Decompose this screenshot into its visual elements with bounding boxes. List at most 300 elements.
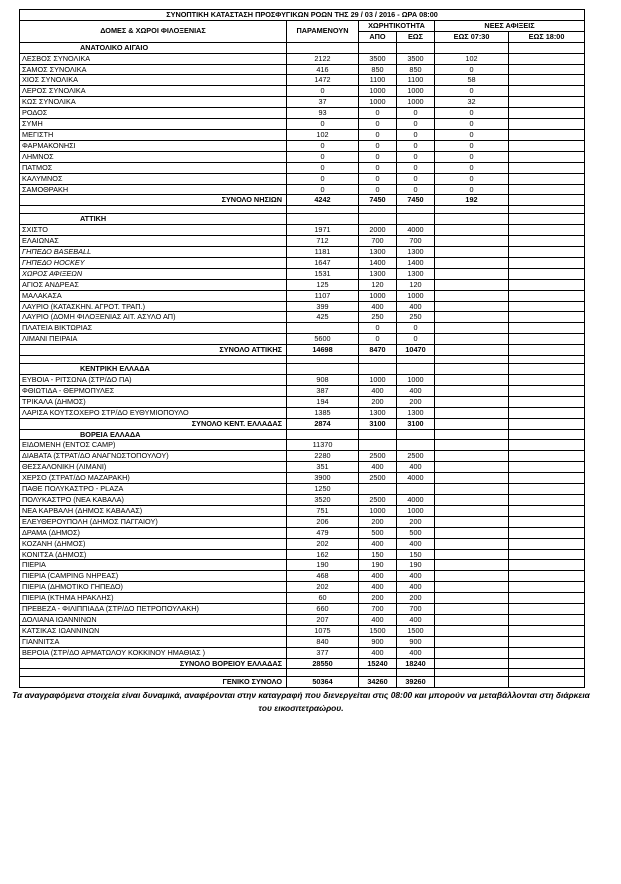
value-remain: 751 — [287, 505, 359, 516]
value-remain: 908 — [287, 375, 359, 386]
value-from: 700 — [359, 236, 397, 247]
facility-name: ΠΑΘΕ ΠΟΛΥΚΑΣΤΡΟ - PLAZA — [20, 484, 287, 495]
value-a0730 — [435, 636, 509, 647]
value-to: 1000 — [397, 505, 435, 516]
value-from: 34260 — [359, 677, 397, 688]
value-a1800 — [509, 108, 585, 119]
empty-cell — [435, 429, 509, 440]
value-a1800 — [509, 494, 585, 505]
value-to: 1300 — [397, 407, 435, 418]
value-a0730: 0 — [435, 119, 509, 130]
facility-name: ΚΑΛΥΜΝΟΣ — [20, 173, 287, 184]
header-until-1800: ΕΩΣ 18:00 — [509, 31, 585, 42]
region-name: ΒΟΡΕΙΑ ΕΛΛΑΔΑ — [20, 429, 287, 440]
empty-cell — [509, 669, 585, 677]
value-a0730 — [435, 658, 509, 669]
value-remain: 194 — [287, 396, 359, 407]
value-to: 1400 — [397, 257, 435, 268]
value-to: 400 — [397, 647, 435, 658]
table-row — [20, 494, 585, 505]
value-a1800 — [509, 97, 585, 108]
facility-name: ΛΙΜΑΝΙ ΠΕΙΡΑΙΑ — [20, 334, 287, 345]
value-from: 250 — [359, 312, 397, 323]
value-remain: 3900 — [287, 473, 359, 484]
value-a1800 — [509, 247, 585, 258]
facility-name: ΣΥΝΟΛΟ ΝΗΣΙΩΝ — [20, 195, 287, 206]
value-from: 1000 — [359, 375, 397, 386]
value-remain: 416 — [287, 64, 359, 75]
empty-cell — [435, 364, 509, 375]
value-remain: 202 — [287, 538, 359, 549]
value-to — [397, 484, 435, 495]
value-a1800 — [509, 549, 585, 560]
value-to: 0 — [397, 151, 435, 162]
empty-cell — [435, 214, 509, 225]
value-a0730 — [435, 247, 509, 258]
value-a1800 — [509, 323, 585, 334]
header-structures: ΔΟΜΕΣ & ΧΩΡΟΙ ΦΙΛΟΞΕΝΙΑΣ — [20, 20, 287, 42]
value-a0730 — [435, 538, 509, 549]
value-a0730 — [435, 462, 509, 473]
value-a1800 — [509, 345, 585, 356]
value-from: 0 — [359, 323, 397, 334]
value-to: 1000 — [397, 97, 435, 108]
value-remain: 712 — [287, 236, 359, 247]
region-name: ΑΤΤΙΚΗ — [20, 214, 287, 225]
table-row — [20, 473, 585, 484]
facility-name: ΠΑΤΜΟΣ — [20, 162, 287, 173]
value-remain: 0 — [287, 173, 359, 184]
region-header-row — [20, 42, 585, 53]
value-from: 0 — [359, 108, 397, 119]
empty-cell — [359, 669, 397, 677]
value-remain: 28550 — [287, 658, 359, 669]
table-row — [20, 64, 585, 75]
value-a0730 — [435, 614, 509, 625]
value-a0730: 0 — [435, 64, 509, 75]
value-to: 400 — [397, 571, 435, 582]
value-a0730: 0 — [435, 162, 509, 173]
facility-name: ΛΑΥΡΙΟ (ΔΟΜΗ ΦΙΛΟΞΕΝΙΑΣ ΑΙΤ. ΑΣΥΛΟ ΑΠ) — [20, 312, 287, 323]
value-from: 1300 — [359, 247, 397, 258]
empty-cell — [287, 364, 359, 375]
facility-name: ΠΙΕΡΙΑ (ΔΗΜΟΤΙΚΟ ΓΗΠΕΔΟ) — [20, 582, 287, 593]
header-capacity: ΧΩΡΗΤΙΚΟΤΗΤΑ — [359, 20, 435, 31]
section-total-row — [20, 345, 585, 356]
value-a1800 — [509, 593, 585, 604]
empty-cell — [509, 214, 585, 225]
value-remain: 468 — [287, 571, 359, 582]
empty-cell — [287, 206, 359, 214]
value-to: 0 — [397, 162, 435, 173]
empty-cell — [359, 206, 397, 214]
facility-name: ΒΕΡΟΙΑ (ΣΤΡ/ΔΟ ΑΡΜΑΤΩΛΟΥ ΚΟΚΚΙΝΟΥ ΗΜΑΘΙΑΣ ) — [20, 647, 287, 658]
value-remain: 0 — [287, 86, 359, 97]
facility-name: ΓΙΑΝΝΙΤΣΑ — [20, 636, 287, 647]
value-remain: 479 — [287, 527, 359, 538]
empty-cell — [509, 429, 585, 440]
value-to: 150 — [397, 549, 435, 560]
section-total-row — [20, 658, 585, 669]
table-row — [20, 162, 585, 173]
table-row — [20, 257, 585, 268]
facility-name: ΓΗΠΕΔΟ BASEBALL — [20, 247, 287, 258]
value-remain: 660 — [287, 604, 359, 615]
value-from: 200 — [359, 396, 397, 407]
value-remain: 377 — [287, 647, 359, 658]
table-row — [20, 97, 585, 108]
table-row — [20, 407, 585, 418]
header-remaining: ΠΑΡΑΜΕΝΟΥΝ — [287, 20, 359, 42]
empty-cell — [287, 214, 359, 225]
value-to: 4000 — [397, 494, 435, 505]
value-a1800 — [509, 604, 585, 615]
value-a0730 — [435, 451, 509, 462]
value-a0730 — [435, 560, 509, 571]
value-a0730: 58 — [435, 75, 509, 86]
value-a1800 — [509, 75, 585, 86]
table-row — [20, 396, 585, 407]
value-a1800 — [509, 527, 585, 538]
facility-name: ΠΟΛΥΚΑΣΤΡΟ (ΝΕΑ ΚΑΒΑΛΑ) — [20, 494, 287, 505]
facility-name: ΦΑΡΜΑΚΟΝΗΣΙ — [20, 140, 287, 151]
value-remain: 50364 — [287, 677, 359, 688]
empty-cell — [20, 669, 287, 677]
value-a0730 — [435, 396, 509, 407]
report-title: ΣΥΝΟΠΤΙΚΗ ΚΑΤΑΣΤΑΣΗ ΠΡΟΣΦΥΓΙΚΩΝ ΡΟΩΝ ΤΗΣ 29 / 03 / 2016 - ΩΡΑ 08:00 — [20, 10, 585, 21]
value-remain: 102 — [287, 129, 359, 140]
facility-name: ΠΡΕΒΕΖΑ - ΦΙΛΙΠΠΙΑΔΑ (ΣΤΡ/ΔΟ ΠΕΤΡΟΠΟΥΛΑΚΗ) — [20, 604, 287, 615]
value-a1800 — [509, 560, 585, 571]
facility-name: ΛΕΣΒΟΣ ΣΥΝΟΛΙΚΑ — [20, 53, 287, 64]
table-row — [20, 290, 585, 301]
refugee-flows-table — [19, 9, 585, 688]
table-row — [20, 582, 585, 593]
value-from: 850 — [359, 64, 397, 75]
value-remain: 190 — [287, 560, 359, 571]
value-a1800 — [509, 407, 585, 418]
value-a1800 — [509, 625, 585, 636]
value-from: 400 — [359, 301, 397, 312]
empty-cell — [287, 42, 359, 53]
value-from: 0 — [359, 162, 397, 173]
value-remain: 4242 — [287, 195, 359, 206]
value-from: 2500 — [359, 473, 397, 484]
value-a1800 — [509, 451, 585, 462]
empty-cell — [397, 42, 435, 53]
empty-cell — [509, 42, 585, 53]
value-remain: 0 — [287, 119, 359, 130]
value-a1800 — [509, 484, 585, 495]
table-row — [20, 516, 585, 527]
value-a0730: 0 — [435, 184, 509, 195]
facility-name: ΛΑΡΙΣΑ ΚΟΥΤΣΟΧΕΡΟ ΣΤΡ/ΔΟ ΕΥΘΥΜΙΟΠΟΥΛΟ — [20, 407, 287, 418]
value-a1800 — [509, 516, 585, 527]
table-row — [20, 375, 585, 386]
value-a0730 — [435, 571, 509, 582]
facility-name: ΧΩΡΟΣ ΑΦΙΞΕΩΝ — [20, 268, 287, 279]
value-from: 2500 — [359, 494, 397, 505]
value-to: 500 — [397, 527, 435, 538]
value-a1800 — [509, 473, 585, 484]
table-row — [20, 538, 585, 549]
empty-cell — [435, 42, 509, 53]
value-remain: 840 — [287, 636, 359, 647]
empty-cell — [287, 356, 359, 364]
value-to: 7450 — [397, 195, 435, 206]
facility-name: ΕΛΑΙΩΝΑΣ — [20, 236, 287, 247]
value-to: 1300 — [397, 268, 435, 279]
value-remain: 1472 — [287, 75, 359, 86]
value-remain: 5600 — [287, 334, 359, 345]
facility-name: ΦΘΙΩΤΙΔΑ - ΘΕΡΜΟΠΥΛΕΣ — [20, 385, 287, 396]
value-a0730: 192 — [435, 195, 509, 206]
table-row — [20, 312, 585, 323]
empty-cell — [359, 214, 397, 225]
section-total-row — [20, 195, 585, 206]
value-a0730 — [435, 527, 509, 538]
table-row — [20, 140, 585, 151]
value-to — [397, 440, 435, 451]
value-from: 400 — [359, 582, 397, 593]
facility-name: ΝΕΑ ΚΑΡΒΑΛΗ (ΔΗΜΟΣ ΚΑΒΑΛΑΣ) — [20, 505, 287, 516]
value-to: 0 — [397, 119, 435, 130]
value-from: 2000 — [359, 225, 397, 236]
value-remain: 387 — [287, 385, 359, 396]
value-from: 120 — [359, 279, 397, 290]
facility-name: ΑΓΙΟΣ ΑΝΔΡΕΑΣ — [20, 279, 287, 290]
value-a1800 — [509, 505, 585, 516]
value-remain: 0 — [287, 184, 359, 195]
value-from: 1000 — [359, 97, 397, 108]
facility-name: ΣΥΝΟΛΟ ΒΟΡΕΙΟΥ ΕΛΛΑΔΑΣ — [20, 658, 287, 669]
value-to: 250 — [397, 312, 435, 323]
value-to: 4000 — [397, 473, 435, 484]
facility-name: ΜΑΛΑΚΑΣΑ — [20, 290, 287, 301]
value-a1800 — [509, 385, 585, 396]
value-a0730: 0 — [435, 108, 509, 119]
facility-name: ΛΕΡΟΣ ΣΥΝΟΛΙΚΑ — [20, 86, 287, 97]
footnote: Τα αναγραφόμενα στοιχεία είναι δυναμικά, αναφέρονται στην καταγραφή που διενεργείται στις 08:00 και μπορούν να μεταβάλλονται στη διάρκεια του εικοσιτετραώρου. — [12, 690, 590, 714]
facility-name: ΓΗΠΕΔΟ HOCKEY — [20, 257, 287, 268]
value-a1800 — [509, 268, 585, 279]
value-to: 39260 — [397, 677, 435, 688]
value-a1800 — [509, 614, 585, 625]
value-to: 0 — [397, 334, 435, 345]
value-from — [359, 484, 397, 495]
value-a0730 — [435, 494, 509, 505]
value-from: 8470 — [359, 345, 397, 356]
value-remain: 425 — [287, 312, 359, 323]
value-to: 0 — [397, 129, 435, 140]
empty-cell — [397, 206, 435, 214]
value-to: 1000 — [397, 86, 435, 97]
value-remain: 1107 — [287, 290, 359, 301]
facility-name: ΚΟΝΙΤΣΑ (ΔΗΜΟΣ) — [20, 549, 287, 560]
facility-name: ΠΙΕΡΙΑ (CAMPING ΝΗΡΕΑΣ) — [20, 571, 287, 582]
value-to: 850 — [397, 64, 435, 75]
value-a1800 — [509, 538, 585, 549]
facility-name: ΠΙΕΡΙΑ (ΚΤΗΜΑ ΗΡΑΚΛΗΣ) — [20, 593, 287, 604]
value-to: 0 — [397, 140, 435, 151]
table-row — [20, 279, 585, 290]
table-row — [20, 75, 585, 86]
value-a0730: 102 — [435, 53, 509, 64]
value-to: 400 — [397, 614, 435, 625]
empty-cell — [359, 356, 397, 364]
empty-cell — [359, 42, 397, 53]
spacer-row — [20, 669, 585, 677]
value-a1800 — [509, 173, 585, 184]
value-a1800 — [509, 334, 585, 345]
value-from: 1000 — [359, 86, 397, 97]
facility-name: ΕΙΔΟΜΕΝΗ (ΕΝΤΟΣ CAMP) — [20, 440, 287, 451]
value-remain: 1971 — [287, 225, 359, 236]
facility-name: ΣΥΝΟΛΟ ΑΤΤΙΚΗΣ — [20, 345, 287, 356]
value-to: 120 — [397, 279, 435, 290]
value-a1800 — [509, 195, 585, 206]
value-from: 1300 — [359, 407, 397, 418]
table-row — [20, 484, 585, 495]
header-until-0730: ΕΩΣ 07:30 — [435, 31, 509, 42]
value-remain: 351 — [287, 462, 359, 473]
value-a0730 — [435, 301, 509, 312]
value-to: 190 — [397, 560, 435, 571]
empty-cell — [287, 669, 359, 677]
value-from: 200 — [359, 593, 397, 604]
value-a1800 — [509, 151, 585, 162]
value-a1800 — [509, 53, 585, 64]
value-to: 0 — [397, 108, 435, 119]
table-row — [20, 549, 585, 560]
value-from: 400 — [359, 614, 397, 625]
table-row — [20, 636, 585, 647]
facility-name: ΚΟΖΑΝΗ (ΔΗΜΟΣ) — [20, 538, 287, 549]
facility-name: ΚΩΣ ΣΥΝΟΛΙΚΑ — [20, 97, 287, 108]
empty-cell — [397, 669, 435, 677]
value-to: 700 — [397, 236, 435, 247]
value-from: 1400 — [359, 257, 397, 268]
value-remain: 11370 — [287, 440, 359, 451]
value-a1800 — [509, 571, 585, 582]
region-header-row — [20, 364, 585, 375]
empty-cell — [287, 429, 359, 440]
value-a1800 — [509, 312, 585, 323]
table-row — [20, 440, 585, 451]
value-from: 190 — [359, 560, 397, 571]
value-to: 1000 — [397, 290, 435, 301]
value-a0730 — [435, 549, 509, 560]
value-a1800 — [509, 375, 585, 386]
table-row — [20, 108, 585, 119]
value-remain: 206 — [287, 516, 359, 527]
facility-name: ΧΕΡΣΟ (ΣΤΡΑΤ/ΔΟ ΜΑΖΑΡΑΚΗ) — [20, 473, 287, 484]
value-a1800 — [509, 582, 585, 593]
facility-name: ΜΕΓΙΣΤΗ — [20, 129, 287, 140]
value-to: 0 — [397, 173, 435, 184]
value-from: 0 — [359, 119, 397, 130]
value-to: 2500 — [397, 451, 435, 462]
value-remain: 125 — [287, 279, 359, 290]
value-a1800 — [509, 301, 585, 312]
value-to: 900 — [397, 636, 435, 647]
value-a0730 — [435, 225, 509, 236]
value-from: 0 — [359, 151, 397, 162]
value-remain: 1250 — [287, 484, 359, 495]
table-row — [20, 323, 585, 334]
table-row — [20, 225, 585, 236]
value-a0730 — [435, 323, 509, 334]
table-row — [20, 151, 585, 162]
value-a0730 — [435, 625, 509, 636]
table-row — [20, 505, 585, 516]
value-a1800 — [509, 225, 585, 236]
value-a0730: 0 — [435, 140, 509, 151]
value-from: 0 — [359, 334, 397, 345]
facility-name: ΛΑΥΡΙΟ (ΚΑΤΑΣΚΗΝ. ΑΓΡΟΤ. ΤΡΑΠ.) — [20, 301, 287, 312]
value-a1800 — [509, 677, 585, 688]
table-row — [20, 173, 585, 184]
facility-name: ΓΕΝΙΚΟ ΣΥΝΟΛΟ — [20, 677, 287, 688]
value-from: 3500 — [359, 53, 397, 64]
value-a0730 — [435, 593, 509, 604]
facility-name: ΣΥΝΟΛΟ ΚΕΝΤ. ΕΛΛΑΔΑΣ — [20, 418, 287, 429]
value-to: 18240 — [397, 658, 435, 669]
spacer-row — [20, 356, 585, 364]
value-a1800 — [509, 162, 585, 173]
value-to: 200 — [397, 593, 435, 604]
empty-cell — [435, 356, 509, 364]
value-a0730 — [435, 647, 509, 658]
value-a1800 — [509, 418, 585, 429]
value-remain: 0 — [287, 162, 359, 173]
value-a0730 — [435, 582, 509, 593]
value-a1800 — [509, 290, 585, 301]
value-to: 3100 — [397, 418, 435, 429]
header-capacity-from: ΑΠΟ — [359, 31, 397, 42]
table-row — [20, 236, 585, 247]
table-row — [20, 129, 585, 140]
header-row-1 — [20, 20, 585, 31]
value-a1800 — [509, 86, 585, 97]
table-row — [20, 301, 585, 312]
table-row — [20, 119, 585, 130]
value-a0730 — [435, 516, 509, 527]
refugee-flows-report — [12, 9, 590, 715]
value-a0730 — [435, 385, 509, 396]
empty-cell — [397, 214, 435, 225]
value-from: 400 — [359, 571, 397, 582]
empty-cell — [397, 364, 435, 375]
value-to: 1500 — [397, 625, 435, 636]
value-from: 7450 — [359, 195, 397, 206]
empty-cell — [20, 206, 287, 214]
value-remain: 93 — [287, 108, 359, 119]
facility-name: ΡΟΔΟΣ — [20, 108, 287, 119]
empty-cell — [509, 364, 585, 375]
value-a1800 — [509, 658, 585, 669]
value-a1800 — [509, 257, 585, 268]
value-from: 500 — [359, 527, 397, 538]
value-from: 400 — [359, 647, 397, 658]
value-to: 400 — [397, 462, 435, 473]
value-remain: 0 — [287, 151, 359, 162]
facility-name: ΤΡΙΚΑΛΑ (ΔΗΜΟΣ) — [20, 396, 287, 407]
empty-cell — [359, 429, 397, 440]
value-remain: 399 — [287, 301, 359, 312]
value-to: 400 — [397, 301, 435, 312]
value-a0730 — [435, 418, 509, 429]
